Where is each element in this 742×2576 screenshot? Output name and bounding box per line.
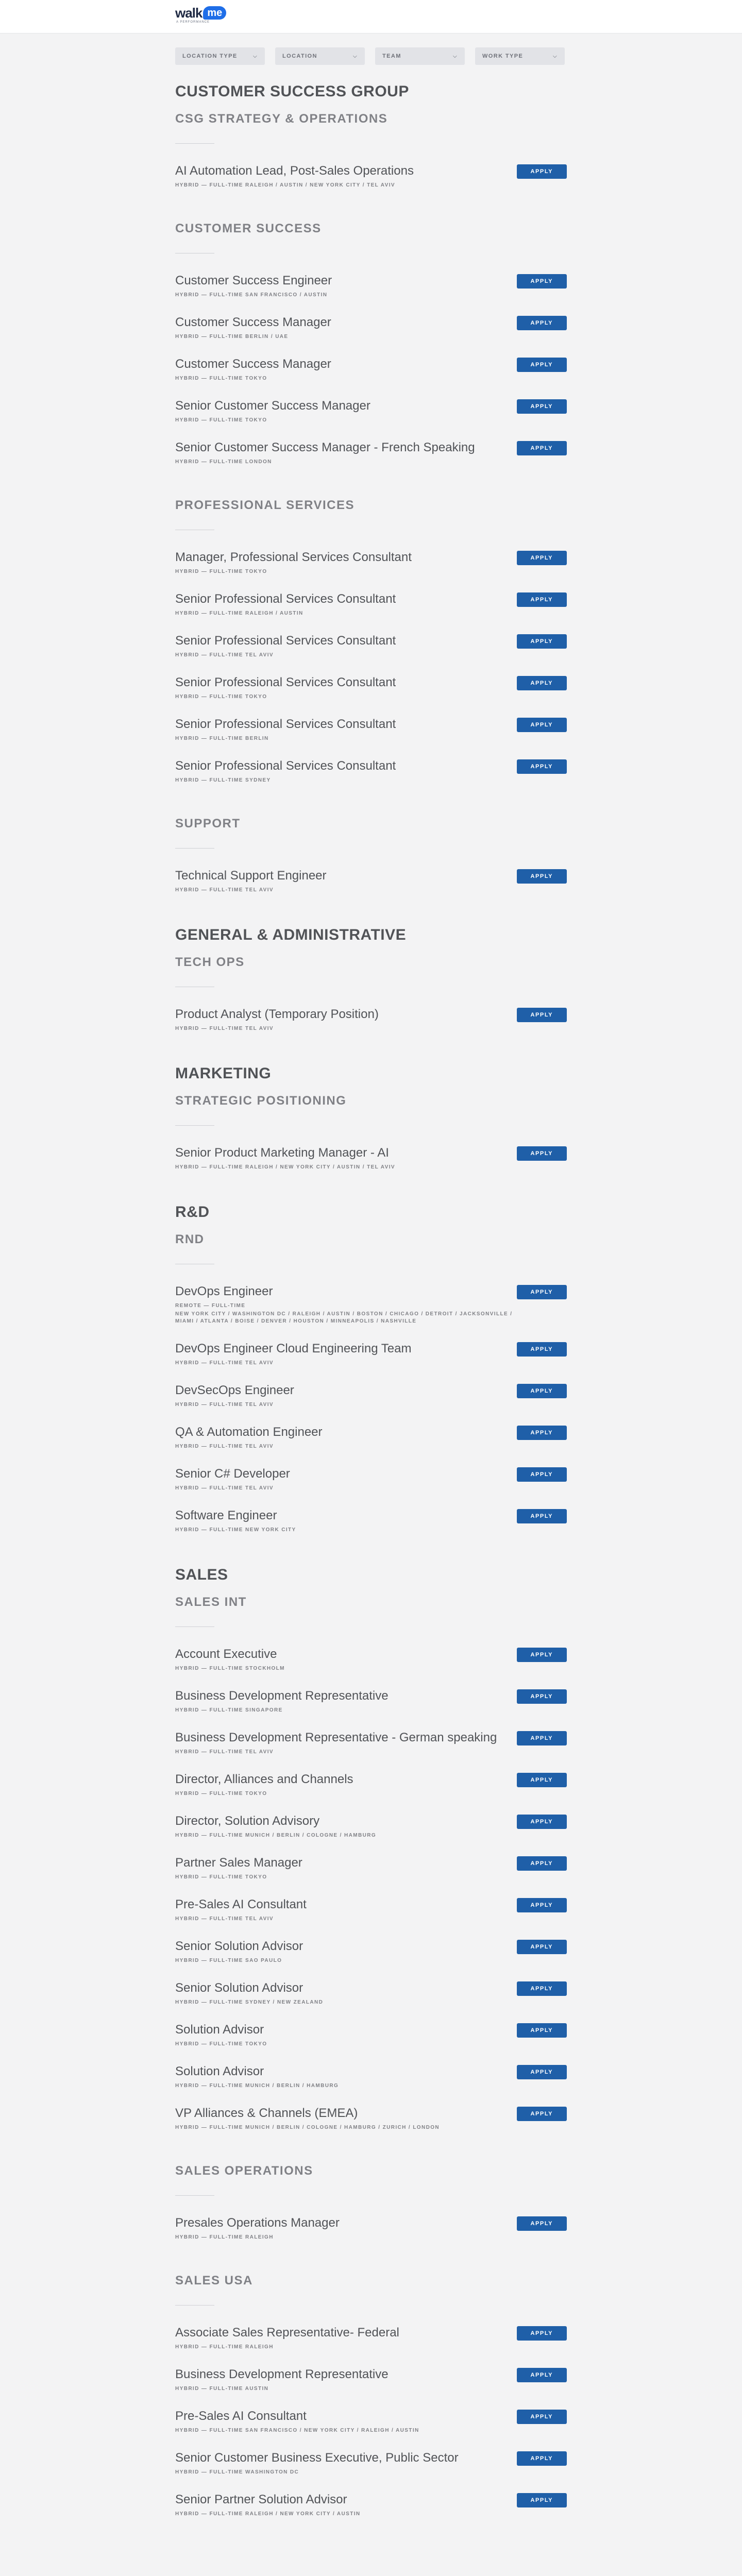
team-section <box>175 2273 567 2518</box>
job-title-link[interactable]: Senior Customer Business Executive, Public Sector <box>175 2451 459 2465</box>
team-section <box>175 111 567 189</box>
logo-wordmark: walk <box>175 5 203 21</box>
apply-button[interactable]: APPLY <box>517 592 567 607</box>
job-posting <box>175 868 567 894</box>
filter-location[interactable] <box>275 47 365 65</box>
job-title-link[interactable]: Business Development Representative <box>175 2367 389 2381</box>
job-title-link[interactable]: Solution Advisor <box>175 2064 264 2078</box>
job-posting-info <box>175 398 517 424</box>
job-posting <box>175 1730 567 1756</box>
job-posting-info <box>175 2450 517 2476</box>
job-posting <box>175 1647 567 1672</box>
job-work-type-location: HYBRID — FULL-TIME WASHINGTON DC <box>175 2469 299 2475</box>
department-title: R&D <box>175 1204 210 1221</box>
job-work-type-location: HYBRID — FULL-TIME TEL AVIV <box>175 1749 274 1755</box>
job-posting-info <box>175 1772 517 1798</box>
job-locations: NEW YORK CITY / WASHINGTON DC / RALEIGH / AUSTIN / BOSTON / CHICAGO / DETROIT / JACKSONVILLE / MIAMI / ATLANTA / BOISE / DENVER / HOUSTON / MINNEAPOLIS / NASHVILLE <box>175 1311 513 1324</box>
department-group <box>175 926 567 1032</box>
job-posting-info <box>175 2492 517 2518</box>
job-work-type-location: HYBRID — FULL-TIME SYDNEY / NEW ZEALAND <box>175 1999 324 2005</box>
apply-button[interactable]: APPLY <box>517 2065 567 2079</box>
apply-button[interactable]: APPLY <box>517 2410 567 2424</box>
filter-bar <box>175 47 565 65</box>
job-posting <box>175 1466 567 1492</box>
job-posting-info <box>175 1980 517 2006</box>
job-title-link[interactable]: Senior Professional Services Consultant <box>175 759 396 773</box>
apply-button[interactable]: APPLY <box>517 1981 567 1996</box>
job-title-link[interactable]: Manager, Professional Services Consultant <box>175 550 412 564</box>
walkme-logo[interactable] <box>175 6 226 24</box>
job-work-type-location: HYBRID — FULL-TIME MUNICH / BERLIN / HAMBURG <box>175 2083 339 2089</box>
job-meta <box>175 1401 517 1409</box>
job-posting-info <box>175 758 517 784</box>
apply-button[interactable]: APPLY <box>517 2107 567 2121</box>
job-posting-info <box>175 2022 517 2048</box>
job-meta <box>175 777 517 784</box>
team-title: PROFESSIONAL SERVICES <box>175 498 355 512</box>
apply-button[interactable]: APPLY <box>517 1008 567 1022</box>
job-posting <box>175 1284 567 1325</box>
job-posting-info <box>175 1425 517 1450</box>
job-posting <box>175 273 567 299</box>
team-title: TECH OPS <box>175 955 245 969</box>
job-meta <box>175 693 517 701</box>
job-title-link[interactable]: Senior Professional Services Consultant <box>175 717 396 731</box>
team-title: CSG STRATEGY & OPERATIONS <box>175 112 388 126</box>
job-posting-info <box>175 1383 517 1409</box>
job-posting-info <box>175 2325 517 2351</box>
job-posting <box>175 440 567 466</box>
job-posting-info <box>175 868 517 894</box>
job-title-link[interactable]: DevOps Engineer Cloud Engineering Team <box>175 1342 412 1355</box>
apply-button[interactable]: APPLY <box>517 676 567 690</box>
job-meta <box>175 1749 517 1756</box>
job-posting <box>175 1508 567 1534</box>
job-posting <box>175 1855 567 1881</box>
job-title-link[interactable]: Business Development Representative - German speaking <box>175 1731 497 1744</box>
job-title-link[interactable]: Director, Solution Advisory <box>175 1814 320 1828</box>
department-title: MARKETING <box>175 1065 272 1082</box>
job-meta <box>175 2124 517 2131</box>
apply-button[interactable]: APPLY <box>517 2368 567 2382</box>
apply-button[interactable]: APPLY <box>517 399 567 414</box>
job-posting-info <box>175 2367 517 2393</box>
apply-button[interactable]: APPLY <box>517 1940 567 1954</box>
job-title-link[interactable]: QA & Automation Engineer <box>175 1425 323 1439</box>
job-meta <box>175 1025 517 1032</box>
job-work-type-location: HYBRID — FULL-TIME TEL AVIV <box>175 1916 274 1922</box>
apply-button[interactable]: APPLY <box>517 1509 567 1523</box>
apply-button[interactable]: APPLY <box>517 1731 567 1745</box>
department-title: SALES <box>175 1566 228 1583</box>
job-posting-info <box>175 163 517 189</box>
job-work-type-location: HYBRID — FULL-TIME TEL AVIV <box>175 1360 274 1366</box>
department-group <box>175 1203 567 1534</box>
filter-label: WORK TYPE <box>482 53 524 59</box>
job-posting <box>175 398 567 424</box>
apply-button[interactable]: APPLY <box>517 869 567 884</box>
job-posting-info <box>175 1508 517 1534</box>
job-work-type-location: HYBRID — FULL-TIME TOKYO <box>175 569 267 574</box>
job-work-type-location: HYBRID — FULL-TIME TEL AVIV <box>175 652 274 658</box>
job-title-link[interactable]: Pre-Sales AI Consultant <box>175 1897 307 1911</box>
job-posting <box>175 1772 567 1798</box>
job-meta <box>175 1443 517 1450</box>
job-posting <box>175 2492 567 2518</box>
apply-button[interactable]: APPLY <box>517 1773 567 1787</box>
job-posting <box>175 2022 567 2048</box>
team-divider <box>175 848 214 849</box>
job-posting-info <box>175 1007 517 1032</box>
team-title: SALES USA <box>175 2274 253 2287</box>
job-work-type-location: HYBRID — FULL-TIME RALEIGH / AUSTIN / NEW YORK CITY / TEL AVIV <box>175 182 395 188</box>
job-work-type-location: HYBRID — FULL-TIME TOKYO <box>175 1791 267 1797</box>
apply-button[interactable]: APPLY <box>517 1285 567 1299</box>
apply-button[interactable]: APPLY <box>517 441 567 455</box>
team-title: RND <box>175 1232 205 1246</box>
job-posting-info <box>175 1284 517 1325</box>
job-meta <box>175 1485 517 1492</box>
team-section <box>175 1093 567 1171</box>
job-meta <box>175 2427 517 2434</box>
job-work-type-location: HYBRID — FULL-TIME BERLIN <box>175 736 269 741</box>
job-title-link[interactable]: Software Engineer <box>175 1509 277 1522</box>
job-title-link[interactable]: Account Executive <box>175 1647 277 1661</box>
job-work-type-location: HYBRID — FULL-TIME NEW YORK CITY <box>175 1527 296 1533</box>
job-title-link[interactable]: Senior Professional Services Consultant <box>175 634 396 648</box>
job-work-type-location: HYBRID — FULL-TIME TEL AVIV <box>175 887 274 893</box>
job-meta <box>175 1916 517 1923</box>
job-meta <box>175 375 517 382</box>
job-posting <box>175 2409 567 2434</box>
filter-work-type[interactable] <box>475 47 565 65</box>
job-posting <box>175 1145 567 1171</box>
apply-button[interactable]: APPLY <box>517 718 567 732</box>
job-posting <box>175 2325 567 2351</box>
apply-button[interactable]: APPLY <box>517 2493 567 2507</box>
logo-accent-bubble: me <box>203 6 226 20</box>
job-posting <box>175 2367 567 2393</box>
department-title: GENERAL & ADMINISTRATIVE <box>175 926 407 943</box>
apply-button[interactable]: APPLY <box>517 1342 567 1357</box>
job-posting-info <box>175 1341 517 1367</box>
job-title-link[interactable]: Senior Customer Success Manager <box>175 399 370 413</box>
apply-button[interactable]: APPLY <box>517 634 567 649</box>
team-section <box>175 498 567 784</box>
job-title-link[interactable]: Senior Solution Advisor <box>175 1981 303 1995</box>
apply-button[interactable]: APPLY <box>517 551 567 565</box>
job-meta <box>175 2344 517 2351</box>
job-postings <box>175 82 567 2545</box>
job-title-link[interactable]: VP Alliances & Channels (EMEA) <box>175 2106 358 2120</box>
job-posting-info <box>175 2409 517 2434</box>
filter-label: LOCATION <box>282 53 317 59</box>
job-posting-info <box>175 315 517 341</box>
job-posting <box>175 633 567 659</box>
job-posting <box>175 2215 567 2241</box>
job-work-type-location: HYBRID — FULL-TIME SAO PAULO <box>175 1958 282 1963</box>
job-title-link[interactable]: Senior Professional Services Consultant <box>175 675 396 689</box>
apply-button[interactable]: APPLY <box>517 1467 567 1482</box>
filter-location-type[interactable] <box>175 47 265 65</box>
job-meta <box>175 1302 517 1325</box>
team-divider <box>175 143 214 144</box>
job-posting-info <box>175 1145 517 1171</box>
job-posting <box>175 717 567 742</box>
job-posting <box>175 1939 567 1964</box>
job-title-link[interactable]: Presales Operations Manager <box>175 2216 340 2230</box>
apply-button[interactable]: APPLY <box>517 1426 567 1440</box>
job-posting <box>175 550 567 575</box>
job-posting-info <box>175 1897 517 1923</box>
filter-label: TEAM <box>382 53 401 59</box>
job-meta <box>175 417 517 424</box>
job-work-type-location: HYBRID — FULL-TIME AUSTIN <box>175 2386 269 2392</box>
team-section <box>175 816 567 894</box>
job-work-type-location: HYBRID — FULL-TIME SAN FRANCISCO / NEW YORK CITY / RALEIGH / AUSTIN <box>175 2428 419 2433</box>
job-posting <box>175 2106 567 2131</box>
job-meta <box>175 1164 517 1171</box>
job-title-link[interactable]: Senior Solution Advisor <box>175 1939 303 1953</box>
chevron-down-icon: ⌵ <box>553 53 558 59</box>
apply-button[interactable]: APPLY <box>517 2451 567 2466</box>
team-title: STRATEGIC POSITIONING <box>175 1094 347 1108</box>
job-posting <box>175 675 567 701</box>
job-posting <box>175 1814 567 1839</box>
job-title-link[interactable]: Solution Advisor <box>175 2023 264 2037</box>
job-posting-info <box>175 1466 517 1492</box>
job-work-type-location: HYBRID — FULL-TIME LONDON <box>175 459 272 465</box>
job-meta <box>175 887 517 894</box>
team-divider <box>175 2305 214 2306</box>
job-meta <box>175 1527 517 1534</box>
team-section <box>175 1232 567 1534</box>
department-group <box>175 82 567 894</box>
job-meta <box>175 1999 517 2006</box>
job-title-link[interactable]: Senior C# Developer <box>175 1467 290 1481</box>
job-work-type-location: HYBRID — FULL-TIME TEL AVIV <box>175 1444 274 1449</box>
department-group <box>175 1064 567 1171</box>
job-title-link[interactable]: Customer Success Manager <box>175 357 331 371</box>
job-meta <box>175 1665 517 1672</box>
job-work-type-location: HYBRID — FULL-TIME SINGAPORE <box>175 1707 283 1713</box>
filter-label: LOCATION TYPE <box>182 53 238 59</box>
job-title-link[interactable]: Pre-Sales AI Consultant <box>175 2409 307 2423</box>
job-posting-info <box>175 675 517 701</box>
apply-button[interactable]: APPLY <box>517 1898 567 1912</box>
job-title-link[interactable]: DevSecOps Engineer <box>175 1383 294 1397</box>
job-posting-info <box>175 633 517 659</box>
job-meta <box>175 2082 517 2090</box>
job-posting-info <box>175 357 517 382</box>
job-work-type-location: HYBRID — FULL-TIME TEL AVIV <box>175 1485 274 1491</box>
apply-button[interactable]: APPLY <box>517 164 567 179</box>
job-meta <box>175 568 517 575</box>
job-meta <box>175 459 517 466</box>
department-group <box>175 1566 567 2518</box>
job-meta <box>175 1874 517 1881</box>
job-posting <box>175 591 567 617</box>
job-work-type-location: HYBRID — FULL-TIME RALEIGH <box>175 2234 274 2240</box>
job-title-link[interactable]: DevOps Engineer <box>175 1284 273 1298</box>
job-posting-info <box>175 1647 517 1672</box>
apply-button[interactable]: APPLY <box>517 1146 567 1161</box>
apply-button[interactable]: APPLY <box>517 2023 567 2038</box>
department-title: CUSTOMER SUCCESS GROUP <box>175 83 409 100</box>
job-posting <box>175 1897 567 1923</box>
job-meta <box>175 2234 517 2241</box>
job-posting-info <box>175 591 517 617</box>
job-meta <box>175 1832 517 1839</box>
job-title-link[interactable]: Customer Success Manager <box>175 315 331 329</box>
job-title-link[interactable]: Technical Support Engineer <box>175 869 327 883</box>
job-title-link[interactable]: Customer Success Engineer <box>175 274 332 287</box>
job-posting-info <box>175 1855 517 1881</box>
job-posting-info <box>175 1939 517 1964</box>
job-work-type-location: HYBRID — FULL-TIME RALEIGH / NEW YORK CITY / AUSTIN <box>175 2511 361 2517</box>
job-posting-info <box>175 1688 517 1714</box>
job-title-link[interactable]: AI Automation Lead, Post-Sales Operations <box>175 164 414 178</box>
apply-button[interactable]: APPLY <box>517 1384 567 1398</box>
job-work-type-location: HYBRID — FULL-TIME RALEIGH / NEW YORK CITY / AUSTIN / TEL AVIV <box>175 1164 395 1170</box>
team-divider <box>175 2195 214 2196</box>
job-meta <box>175 1957 517 1964</box>
job-posting <box>175 315 567 341</box>
team-divider <box>175 1125 214 1126</box>
apply-button[interactable]: APPLY <box>517 1856 567 1871</box>
team-section <box>175 1595 567 2131</box>
chevron-down-icon: ⌵ <box>253 53 258 59</box>
team-divider <box>175 1626 214 1627</box>
job-posting-info <box>175 1730 517 1756</box>
job-title-link[interactable]: Director, Alliances and Channels <box>175 1772 353 1786</box>
team-title: SALES OPERATIONS <box>175 2164 313 2178</box>
job-title-link[interactable]: Product Analyst (Temporary Position) <box>175 1007 379 1021</box>
job-posting-info <box>175 1814 517 1839</box>
job-work-type-location: HYBRID — FULL-TIME TOKYO <box>175 1874 267 1880</box>
job-posting <box>175 1007 567 1032</box>
team-title: SUPPORT <box>175 817 241 831</box>
apply-button[interactable]: APPLY <box>517 1815 567 1829</box>
job-meta <box>175 333 517 341</box>
job-posting <box>175 2450 567 2476</box>
job-title-link[interactable]: Senior Professional Services Consultant <box>175 592 396 606</box>
job-meta <box>175 2469 517 2476</box>
apply-button[interactable]: APPLY <box>517 2216 567 2231</box>
apply-button[interactable]: APPLY <box>517 2326 567 2341</box>
job-work-type-location: HYBRID — FULL-TIME TEL AVIV <box>175 1026 274 1031</box>
job-posting <box>175 357 567 382</box>
job-posting <box>175 1341 567 1367</box>
team-title: SALES INT <box>175 1595 247 1609</box>
job-meta <box>175 1707 517 1714</box>
job-posting <box>175 1980 567 2006</box>
job-work-type-location: HYBRID — FULL-TIME RALEIGH <box>175 2344 274 2350</box>
job-posting-info <box>175 717 517 742</box>
apply-button[interactable]: APPLY <box>517 759 567 774</box>
job-work-type-location: REMOTE — FULL-TIME <box>175 1303 246 1309</box>
job-title-link[interactable]: Associate Sales Representative- Federal <box>175 2326 399 2340</box>
apply-button[interactable]: APPLY <box>517 1648 567 1662</box>
chevron-down-icon: ⌵ <box>453 53 458 59</box>
job-work-type-location: HYBRID — FULL-TIME RALEIGH / AUSTIN <box>175 611 303 616</box>
job-meta <box>175 182 517 189</box>
job-posting-info <box>175 550 517 575</box>
job-meta <box>175 652 517 659</box>
job-work-type-location: HYBRID — FULL-TIME SAN FRANCISCO / AUSTIN <box>175 292 328 298</box>
job-meta <box>175 735 517 742</box>
job-posting <box>175 758 567 784</box>
job-meta <box>175 2511 517 2518</box>
job-posting <box>175 1383 567 1409</box>
apply-button[interactable]: APPLY <box>517 316 567 330</box>
job-work-type-location: HYBRID — FULL-TIME TOKYO <box>175 694 267 700</box>
job-meta <box>175 1360 517 1367</box>
job-work-type-location: HYBRID — FULL-TIME SYDNEY <box>175 777 271 783</box>
job-meta <box>175 1790 517 1798</box>
job-title-link[interactable]: Senior Customer Success Manager - French Speaking <box>175 440 475 454</box>
job-meta <box>175 292 517 299</box>
logo-tagline: A PERFORMANCE <box>176 21 210 24</box>
job-posting <box>175 1425 567 1450</box>
job-title-link[interactable]: Senior Partner Solution Advisor <box>175 2493 347 2506</box>
job-work-type-location: HYBRID — FULL-TIME STOCKHOLM <box>175 1666 285 1671</box>
job-posting-info <box>175 273 517 299</box>
job-meta <box>175 610 517 617</box>
job-meta <box>175 2041 517 2048</box>
team-title: CUSTOMER SUCCESS <box>175 222 322 235</box>
job-work-type-location: HYBRID — FULL-TIME TOKYO <box>175 376 267 381</box>
job-work-type-location: HYBRID — FULL-TIME MUNICH / BERLIN / COLOGNE / HAMBURG / ZURICH / LONDON <box>175 2125 440 2130</box>
job-title-link[interactable]: Senior Product Marketing Manager - AI <box>175 1146 389 1160</box>
site-header <box>0 0 742 33</box>
apply-button[interactable]: APPLY <box>517 1689 567 1704</box>
team-section <box>175 955 567 1032</box>
job-work-type-location: HYBRID — FULL-TIME TEL AVIV <box>175 1402 274 1408</box>
job-posting-info <box>175 440 517 466</box>
filter-team[interactable] <box>375 47 465 65</box>
job-posting-info <box>175 2064 517 2090</box>
job-posting <box>175 163 567 189</box>
apply-button[interactable]: APPLY <box>517 274 567 289</box>
job-title-link[interactable]: Business Development Representative <box>175 1689 389 1703</box>
job-posting <box>175 2064 567 2090</box>
job-work-type-location: HYBRID — FULL-TIME MUNICH / BERLIN / COLOGNE / HAMBURG <box>175 1833 377 1838</box>
job-work-type-location: HYBRID — FULL-TIME TOKYO <box>175 417 267 423</box>
chevron-down-icon: ⌵ <box>353 53 358 59</box>
job-posting-info <box>175 2215 517 2241</box>
team-section <box>175 2163 567 2241</box>
job-title-link[interactable]: Partner Sales Manager <box>175 1856 302 1870</box>
job-work-type-location: HYBRID — FULL-TIME BERLIN / UAE <box>175 334 289 340</box>
job-meta <box>175 2385 517 2393</box>
team-section <box>175 221 567 466</box>
apply-button[interactable]: APPLY <box>517 358 567 372</box>
job-posting-info <box>175 2106 517 2131</box>
job-work-type-location: HYBRID — FULL-TIME TOKYO <box>175 2041 267 2047</box>
job-posting <box>175 1688 567 1714</box>
